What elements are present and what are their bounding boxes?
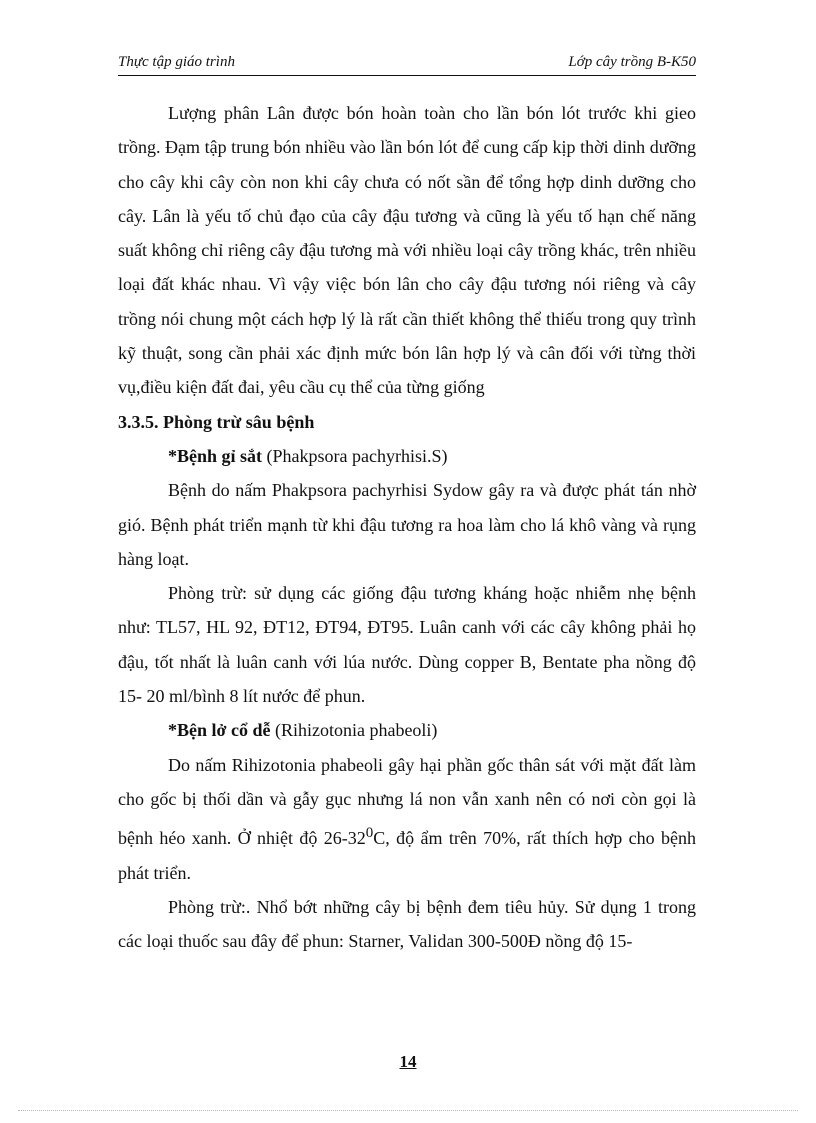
paragraph-rot-description bbox=[118, 748, 696, 890]
footer-dotted-rule bbox=[18, 1110, 798, 1111]
header-course-title: Thực tập giáo trình bbox=[118, 54, 235, 70]
paragraph-rust-control: Phòng trừ: sử dụng các giống đậu tương kháng hoặc nhiễm nhẹ bệnh như: TL57, HL 92, ĐT12, ĐT94, ĐT95. Luân canh với các cây không phải họ đậu, tốt nhất là luân canh với lúa nước. Dùng copper B, Bentate pha nồng độ 15- 20 ml/bình 8 lít nước để phun. bbox=[118, 583, 696, 707]
paragraph-rust-description: Bệnh do nấm Phakpsora pachyrhisi Sydow gây ra và được phát tán nhờ gió. Bệnh phát triển mạnh từ khi đậu tương ra hoa làm cho lá khô vàng và rụng hàng loạt. bbox=[118, 480, 696, 569]
page-number: 14 bbox=[399, 1052, 417, 1071]
section-heading: 3.3.5. Phòng trừ sâu bệnh bbox=[118, 411, 315, 432]
rot-description-part-a: Do nấm Rihizotonia phabeoli gây hại phần gốc thân sát với mặt đất làm cho gốc bị thối dần và gẫy gục nhưng lá non vẫn xanh nên có nơi còn gọi là bệnh héo xanh. Ở nhiệt độ 26-32 bbox=[118, 754, 696, 849]
header-rule bbox=[118, 75, 696, 76]
header-class-name: Lớp cây trồng B-K50 bbox=[568, 54, 696, 70]
paragraph-rot-control: Phòng trừ:. Nhổ bớt những cây bị bệnh đem tiêu hủy. Sử dụng 1 trong các loại thuốc sau đây để phun: Starner, Validan 300-500Đ nồng độ 15- bbox=[118, 896, 696, 952]
document-body bbox=[118, 96, 696, 958]
degree-superscript: 0 bbox=[365, 825, 374, 842]
disease-title-rust: *Bệnh gỉ sắt bbox=[168, 445, 263, 466]
rot-description-part-b: C, độ ẩm trên 70%, rất thích hợp cho bệnh phát triển. bbox=[118, 828, 697, 883]
disease-heading-rot bbox=[118, 713, 696, 747]
page-header bbox=[118, 50, 696, 76]
paragraph-phosphorus: Lượng phân Lân được bón hoàn toàn cho lần bón lót trước khi gieo trồng. Đạm tập trung bón nhiều vào lần bón lót để cung cấp kịp thời dinh dưỡng cho cây khi cây còn non khi cây chưa có nốt sần để tổng hợp dinh dưỡng cho cây. Lân là yếu tố chủ đạo của cây đậu tương và cũng là yếu tố hạn chế năng suất không chỉ riêng cây đậu tương mà với nhiều loại cây trồng khác, trên nhiều loại đất khác nhau. Vì vậy việc bón lân cho cây đậu tương nói riêng và cây trồng nói chung một cách hợp lý là rất cần thiết không thể thiếu trong quy trình kỹ thuật, song cần phải xác định mức bón lân hợp lý và cân đối với từng thời vụ,điều kiện đất đai, yêu cầu cụ thể của từng giống bbox=[118, 103, 696, 398]
disease-title-rot: *Bện lở cổ dễ bbox=[168, 720, 271, 741]
disease-latin-rust: (Phakpsora pachyrhisi.S) bbox=[262, 445, 448, 466]
disease-latin-rot: (Rihizotonia phabeoli) bbox=[270, 720, 438, 741]
disease-heading-rust bbox=[118, 439, 696, 473]
